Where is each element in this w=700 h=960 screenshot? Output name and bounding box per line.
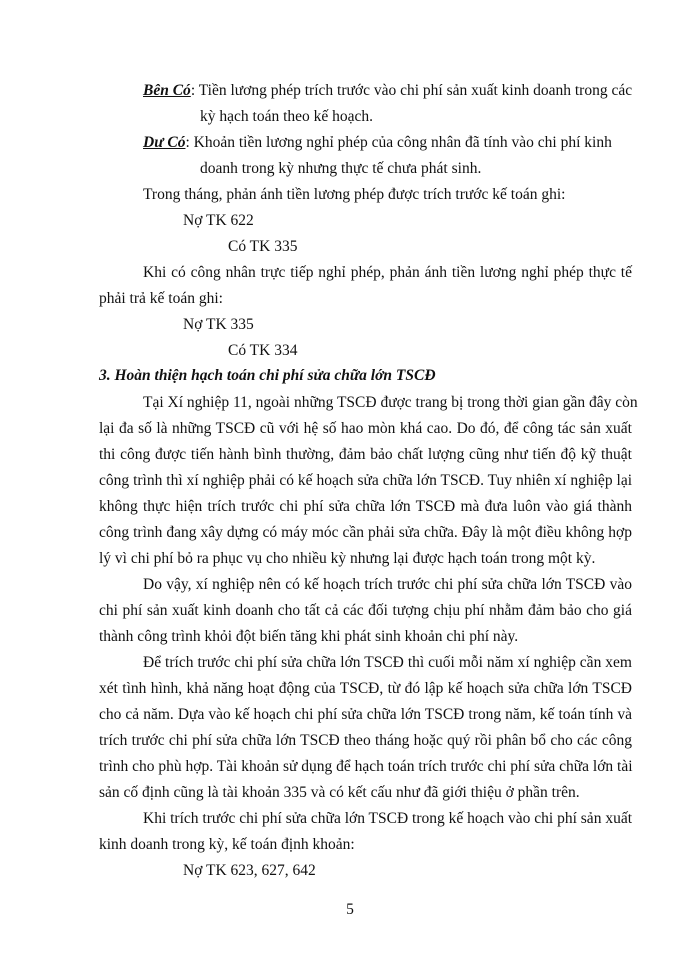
para4-line: Khi trích trước chi phí sửa chữa lớn TSCĐ trong kế hoạch vào chi phí sản xuất [143, 810, 632, 827]
entry1-debit: Nợ TK 622 [183, 212, 254, 229]
entry1-credit: Có TK 335 [228, 238, 298, 255]
balance-credit-label: Dư Có [143, 134, 186, 151]
para2-line: Do vậy, xí nghiệp nên có kế hoạch trích trước chi phí sửa chữa lớn TSCĐ vào [143, 576, 632, 593]
para1-line: thi công được tiến hành bình thường, đảm bảo chất lượng cũng như tiến độ kỹ thuật [99, 446, 632, 463]
para1-line: lý vì chi phí bỏ ra phục vụ cho nhiều kỳ nhưng lại được hạch toán trong một kỳ. [99, 550, 596, 567]
page-number: 5 [346, 901, 354, 918]
entry2-intro-line1: Khi có công nhân trực tiếp nghỉ phép, phản ánh tiền lương nghỉ phép thực tế [143, 264, 632, 281]
balance-credit-line2: doanh trong kỳ nhưng thực tế chưa phát sinh. [200, 160, 482, 177]
para2-line: thành công trình khỏi đột biến tăng khi phát sinh khoản chi phí này. [99, 628, 519, 645]
para3-line: trích trước chi phí sửa chữa lớn TSCĐ theo tháng hoặc quý rồi phân bổ cho các công [99, 732, 632, 749]
para4-line: kinh doanh trong kỳ, kế toán định khoản: [99, 836, 355, 853]
entry1-intro: Trong tháng, phản ánh tiền lương phép được trích trước kế toán ghi: [143, 186, 566, 203]
para3-line: Để trích trước chi phí sửa chữa lớn TSCĐ thì cuối mỗi năm xí nghiệp cần xem [143, 654, 632, 671]
entry2-credit: Có TK 334 [228, 342, 298, 359]
para1-line: công trình đang xây dựng có máy móc cần phải sửa chữa. Đây là một điều không hợp [99, 524, 632, 541]
credit-side-label: Bên Có [143, 82, 191, 99]
entry2-debit: Nợ TK 335 [183, 316, 254, 333]
section3-heading: 3. Hoàn thiện hạch toán chi phí sửa chữa lớn TSCĐ [99, 367, 436, 384]
credit-side-line2: kỳ hạch toán theo kế hoạch. [200, 108, 374, 125]
balance-credit-line1 [143, 133, 612, 153]
entry2-intro-line2: phải trả kế toán ghi: [99, 290, 223, 307]
para1-line: lại đa số là những TSCĐ cũ với hệ số hao mòn khá cao. Do đó, để công tác sản xuất [99, 420, 632, 437]
credit-side-line1 [143, 81, 632, 101]
para3-line: trình cho phù hợp. Tài khoản sử dụng để hạch toán trích trước chi phí sửa chữa lớn tài [99, 758, 633, 775]
para2-line: chi phí sản xuất kinh doanh cho tất cả các đối tượng chịu phí nhằm đảm bảo cho giá [99, 602, 632, 619]
para3-line: cho cả năm. Dựa vào kế hoạch chi phí sửa chữa lớn TSCĐ trong năm, kế toán tính và [99, 706, 632, 723]
para3-line: sản cố định cũng là tài khoản 335 và có kết cấu như đã giới thiệu ở phần trên. [99, 784, 580, 801]
para1-line: công trình thì xí nghiệp phải có kế hoạch sửa chữa lớn TSCĐ. Tuy nhiên xí nghiệp lại [99, 472, 632, 489]
para3-line: xét tình hình, khả năng hoạt động của TSCĐ, từ đó lập kế hoạch sửa chữa lớn TSCĐ [99, 680, 632, 697]
para1-line: Tại Xí nghiệp 11, ngoài những TSCĐ được trang bị trong thời gian gần đây còn [143, 394, 638, 411]
section3-debit: Nợ TK 623, 627, 642 [183, 862, 316, 879]
balance-credit-text1: : Khoản tiền lương nghỉ phép của công nhân đã tính vào chi phí kinh [185, 134, 612, 151]
credit-side-text1: : Tiền lương phép trích trước vào chi phí sản xuất kinh doanh trong các [190, 82, 633, 99]
para1-line: không thực hiện trích trước chi phí sửa chữa lớn TSCĐ mà đưa luôn vào giá thành [99, 498, 632, 515]
